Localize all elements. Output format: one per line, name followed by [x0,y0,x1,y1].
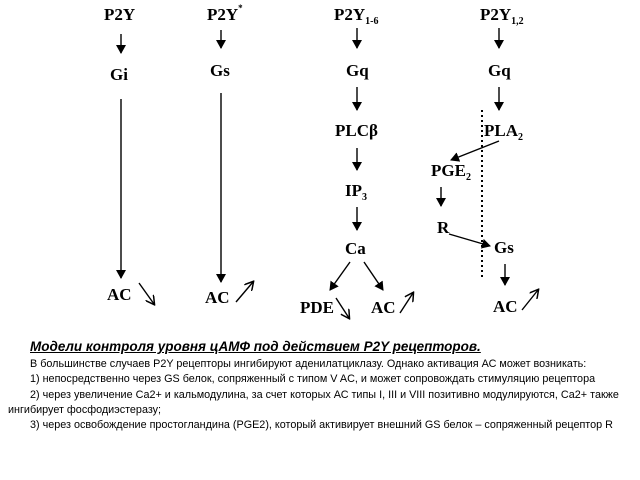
increase-arrow-icon [236,282,253,302]
arrow-ca-to-pde [330,262,350,290]
plc-beta-label: PLCβ [335,121,378,140]
figure-caption [8,338,634,433]
increase-arrow-icon [400,293,413,313]
ac-label: AC [205,288,230,307]
r-label: R [437,218,450,237]
receptor-p2y-star-label: P2Y* [207,3,243,24]
caption-paragraph: 1) непосредственно через GS белок, сопряженный с типом V AC, и может сопровождать стимуляцию рецептора [30,373,596,386]
decrease-arrow-icon [336,298,349,318]
ip3-label: $IP_3$ [345,181,367,203]
ac-label: AC [107,285,132,304]
gs-label: Gs [210,61,230,80]
gq-label: Gq [346,61,369,80]
increase-arrow-icon [522,290,538,310]
ac-label: AC [371,298,396,317]
pathway-gq-plc [300,5,413,318]
decrease-arrow-icon [139,283,154,304]
receptor-p2y16-label: $P2Y_{1-6}$ [334,5,379,27]
gs-label: Gs [494,238,514,257]
gq-label: Gq [488,61,511,80]
ac-label: AC [493,297,518,316]
caption-paragraph: 2) через увеличение Са2+ и кальмодулина, за счет которых АС типы I, III и VIII позитивно модулируются, Са2+ также ингибирует фосфодиэстеразу; [8,388,619,416]
pge2-label: $PGE_2$ [431,161,471,183]
gi-label: Gi [110,65,128,84]
arrow-ca-to-ac [364,262,383,290]
receptor-p2y12-label: $P2Y_{1,2}$ [480,5,524,27]
ca-label: Ca [345,239,366,258]
arrow-r-to-gs [449,234,490,246]
caption-paragraph: В большинстве случаев P2Y рецепторы ингибируют аденилатциклазу. Однако активация АС может возникать: [30,358,587,370]
pde-label: PDE [300,298,334,317]
caption-title: Модели контроля уровня цАМФ под действием P2Y рецепторов. [30,339,481,354]
receptor-p2y-label: P2Y [104,5,136,24]
pathway-gs [205,3,253,307]
pathway-gi [104,5,154,304]
pathway-gq-pla [431,5,538,316]
caption-paragraph: 3) через освобождение простогландина (PGE2), который активирует внешний GS белок – сопряженный рецептор R [30,419,613,432]
pla2-label: $PLA_2$ [484,121,523,143]
arrow-pla2-to-pge2 [451,141,499,160]
